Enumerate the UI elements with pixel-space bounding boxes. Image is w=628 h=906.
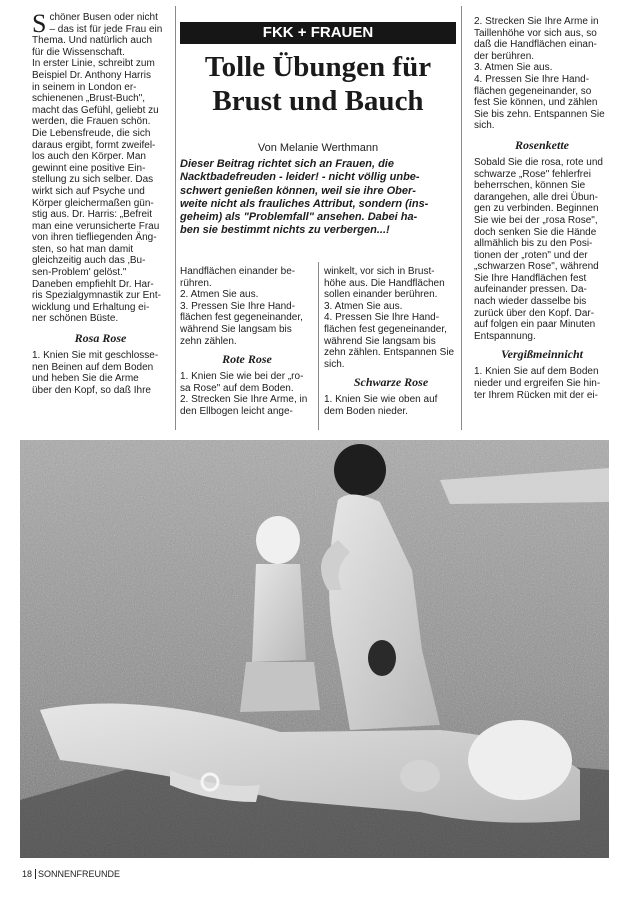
column-1 [32, 9, 169, 396]
beach-photo [20, 440, 609, 858]
heading-schwarze-rose: Schwarze Rose [353, 375, 429, 390]
intro-first-lines: chöner Busen oder nicht – das ist für jede Frau ein [49, 12, 163, 35]
heading-vergissmeinnicht: Vergißmeinnicht [500, 347, 583, 362]
intro-text-start [32, 9, 169, 38]
col3-text: winkelt, vor sich in Brust- höhe aus. Die Handflächen sollen einander berühren. 3. Atmen Sie aus. 4. Pressen Sie Ihre Hand- flächen fest gegeneinander, während Sie langsam bis zehn zählen. Entspannen Sie sich. [324, 266, 455, 370]
rosenkette-text: Sobald Sie die rosa, rote und schwarze „Rose" fehlerfrei beherrschen, können Sie darangehen, alle drei Übun- gen zu verbinden. Beginnen Sie wie bei der „rosa Rose", doch senken Sie die Hände allmählich bis zu den Posi- tionen der „roten" und der „schwarzen Rose", während Sie Ihre Handflächen fest aufeinander pressen. Da- nach wieder dasselbe bis zurück über den Kopf. Dar- auf folgen ein paar Minuten Entspannung. [474, 156, 603, 342]
magazine-name: SONNENFREUNDE [38, 869, 121, 879]
rote-rose-text: 1. Knien Sie wie bei der „ro- sa Rose" auf dem Boden. 2. Strecken Sie Ihre Arme, in den Ellbogen leicht ange- [180, 371, 308, 417]
article-title: Tolle Übungen für Brust und Bauch [204, 51, 432, 117]
page-footer [22, 868, 120, 880]
author-byline: Von Melanie Werthmann [257, 142, 379, 154]
intro-text: Thema. Und natürlich auch für die Wissenschaft. In erster Linie, schreibt zum Beispiel Dr. Anthony Harris in seinem in London er- schienenen „Brust-Buch", macht das Gefühl, geliebt zu werden, die Frauen schön. Die Lebensfreude, die sich daraus ergibt, formt zweifel- los auch den Körper. Man gewinnt eine positive Ein- stellung zu sich selber. Das wirkt sich auf Psyche und Körper gleichermaßen gün- stig aus. Dr. Harris: „Befreit man eine verunsicherte Frau von ihren tiefliegenden Äng- sten, so hat man damit gleichzeitig auch das ‚Bu- sen-Problem' gelöst." Daneben empfiehlt Dr. Har- ris Spezialgymnastik zur Ent- wicklung und Erhaltung ei- ner schönen Büste. [32, 35, 161, 325]
column-2 [180, 266, 314, 418]
lead-paragraph: Dieser Beitrag richtet sich an Frauen, die Nacktbadefreuden - leider! - nicht völlig unbe- schwert genießen können, weil sie ihre Ober- weite nicht als frauliches Attribut, sondern (ins- geheim) als "Problemfall" ansehen. Dabei ha- ben sie bestimmt nichts zu verbergen...! [180, 158, 429, 237]
heading-rosa-rose: Rosa Rose [74, 331, 127, 346]
column-4 [474, 16, 610, 401]
col4-text: 2. Strecken Sie Ihre Arme in Taillenhöhe vor sich aus, so daß die Handflächen einan- der berühren. 3. Atmen Sie aus. 4. Pressen Sie Ihre Hand- flächen gegeneinander, so fest Sie können, und zählen Sie bis zehn. Entspannen Sie sich. [474, 16, 605, 132]
column-rule-3 [318, 262, 319, 430]
column-3 [324, 266, 458, 418]
col2-text: Handflächen einander be- rühren. 2. Atmen Sie aus. 3. Pressen Sie Ihre Hand- flächen fest gegeneinander, während Sie langsam bis zehn zählen. [180, 266, 303, 347]
section-kicker: FKK + FRAUEN [180, 22, 456, 44]
beach-photo-icon [20, 440, 609, 858]
drop-cap: S [32, 9, 47, 38]
column-rule-1 [175, 6, 176, 430]
rosa-rose-text: 1. Knien Sie mit geschlosse- nen Beinen auf dem Boden und heben Sie die Arme über den Kopf, so daß Ihre [32, 350, 159, 396]
vergissmeinnicht-text: 1. Knien Sie auf dem Boden nieder und ergreifen Sie hin- ter Ihrem Rücken mit der ei- [474, 366, 601, 401]
column-rule-2 [461, 6, 462, 430]
heading-rosenkette: Rosenkette [515, 137, 569, 152]
heading-rote-rose: Rote Rose [222, 352, 272, 367]
schwarze-rose-text: 1. Knien Sie wie oben auf dem Boden nieder. [324, 394, 438, 417]
page-number: 18 [22, 869, 36, 879]
